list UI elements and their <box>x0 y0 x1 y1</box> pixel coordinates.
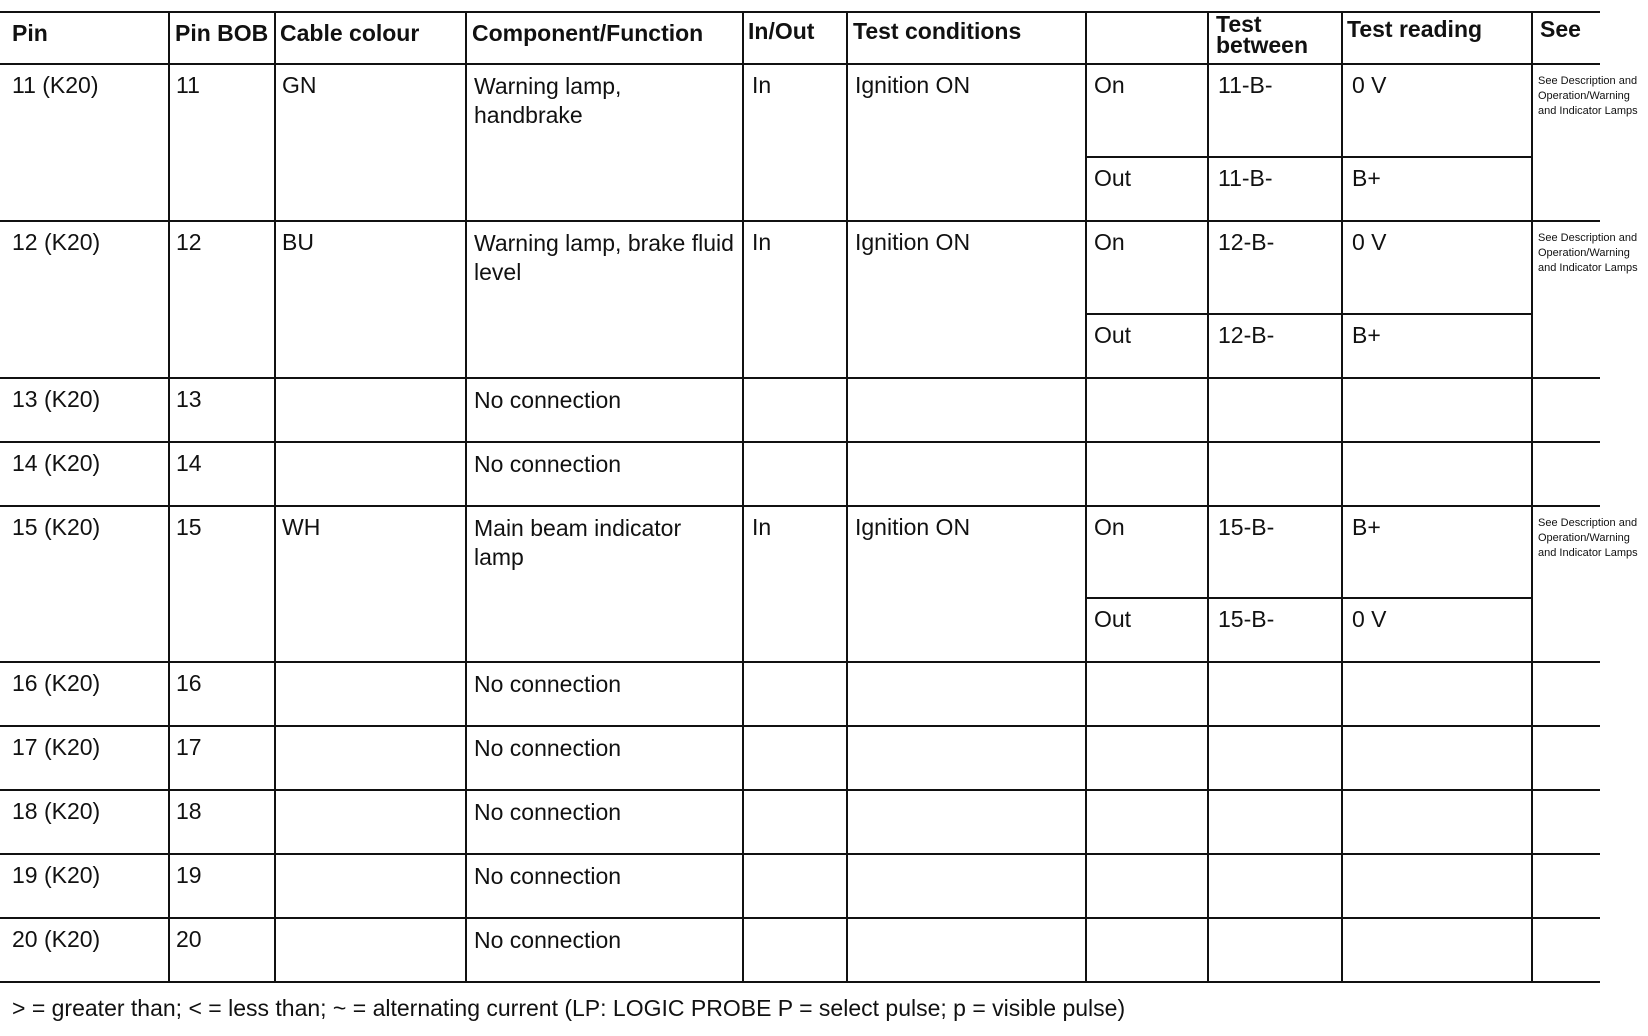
pin-bob-cell: 14 <box>176 450 202 476</box>
header-test-between: Test between <box>1216 11 1309 58</box>
header-pin-bob: Pin BOB <box>175 20 269 46</box>
pin-cell: 19 (K20) <box>12 862 101 888</box>
see-reference-note: Operation/Warning <box>1538 90 1630 102</box>
cable-colour-cell: WH <box>282 514 321 540</box>
test-between-cell: 11-B- <box>1218 165 1273 191</box>
test-state-cell: Out <box>1094 165 1132 191</box>
header-component-function: Component/Function <box>472 20 704 46</box>
footnote: > = greater than; < = less than; ~ = alternating current (LP: LOGIC PROBE P = select pulse; p = visible pulse) <box>12 995 1126 1021</box>
pin-bob-cell: 15 <box>176 514 202 540</box>
header-pin: Pin <box>12 20 48 46</box>
header-test-reading: Test reading <box>1347 16 1483 42</box>
pin-cell: 17 (K20) <box>12 734 101 760</box>
header-see: See <box>1540 16 1581 42</box>
pin-cell: 18 (K20) <box>12 798 101 824</box>
test-between-cell: 15-B- <box>1218 514 1275 540</box>
test-state-cell: On <box>1094 229 1125 255</box>
see-reference-note: and Indicator Lamps <box>1538 105 1638 117</box>
component-function-cell: No connection <box>474 863 622 889</box>
pin-cell: 12 (K20) <box>12 229 101 255</box>
see-reference-note: Operation/Warning <box>1538 532 1630 544</box>
test-between-cell: 12-B- <box>1218 322 1275 348</box>
in-out-cell: In <box>752 514 772 540</box>
pin-bob-cell: 11 <box>176 72 200 98</box>
header-cable-colour: Cable colour <box>280 20 420 46</box>
header-in-out: In/Out <box>748 18 815 44</box>
component-function-cell: Warning lamp, brake fluid level <box>474 230 734 285</box>
pin-cell: 13 (K20) <box>12 386 101 412</box>
test-state-cell: Out <box>1094 606 1132 632</box>
test-reading-cell: 0 V <box>1352 72 1387 98</box>
test-between-cell: 15-B- <box>1218 606 1275 632</box>
test-state-cell: On <box>1094 72 1125 98</box>
see-reference-note: and Indicator Lamps <box>1538 547 1638 559</box>
component-function-cell: Warning lamp, handbrake <box>474 73 622 128</box>
cable-colour-cell: BU <box>282 229 314 255</box>
test-reading-cell: 0 V <box>1352 606 1387 632</box>
pin-bob-cell: 12 <box>176 229 202 255</box>
pin-bob-cell: 17 <box>176 734 202 760</box>
test-reading-cell: B+ <box>1352 514 1381 540</box>
component-function-cell: No connection <box>474 927 622 953</box>
test-reading-cell: B+ <box>1352 165 1381 191</box>
component-function-cell: No connection <box>474 799 622 825</box>
in-out-cell: In <box>752 229 772 255</box>
see-reference-note: See Description and <box>1538 517 1638 529</box>
see-reference-note: See Description and <box>1538 75 1638 87</box>
test-conditions-cell: Ignition ON <box>855 72 971 98</box>
test-conditions-cell: Ignition ON <box>855 229 971 255</box>
pin-bob-cell: 19 <box>176 862 202 888</box>
test-between-cell: 11-B- <box>1218 72 1273 98</box>
test-reading-cell: B+ <box>1352 322 1381 348</box>
cable-colour-cell: GN <box>282 72 317 98</box>
pin-cell: 20 (K20) <box>12 926 101 952</box>
test-state-cell: On <box>1094 514 1125 540</box>
see-reference-note: and Indicator Lamps <box>1538 262 1638 274</box>
pin-cell: 14 (K20) <box>12 450 101 476</box>
see-reference-note: See Description and <box>1538 232 1638 244</box>
test-reading-cell: 0 V <box>1352 229 1387 255</box>
see-reference-note: Operation/Warning <box>1538 247 1630 259</box>
component-function-cell: No connection <box>474 671 622 697</box>
test-between-cell: 12-B- <box>1218 229 1275 255</box>
header-test-conditions: Test conditions <box>853 18 1022 44</box>
pin-cell: 15 (K20) <box>12 514 101 540</box>
component-function-cell: No connection <box>474 387 622 413</box>
component-function-cell: No connection <box>474 735 622 761</box>
pin-bob-cell: 20 <box>176 926 202 952</box>
pin-cell: 11 (K20) <box>12 72 99 98</box>
pin-bob-cell: 13 <box>176 386 202 412</box>
in-out-cell: In <box>752 72 772 98</box>
pin-cell: 16 (K20) <box>12 670 101 696</box>
pin-bob-cell: 18 <box>176 798 202 824</box>
component-function-cell: No connection <box>474 451 622 477</box>
test-state-cell: Out <box>1094 322 1132 348</box>
pin-bob-cell: 16 <box>176 670 202 696</box>
test-conditions-cell: Ignition ON <box>855 514 971 540</box>
component-function-cell: Main beam indicator lamp <box>474 515 682 570</box>
